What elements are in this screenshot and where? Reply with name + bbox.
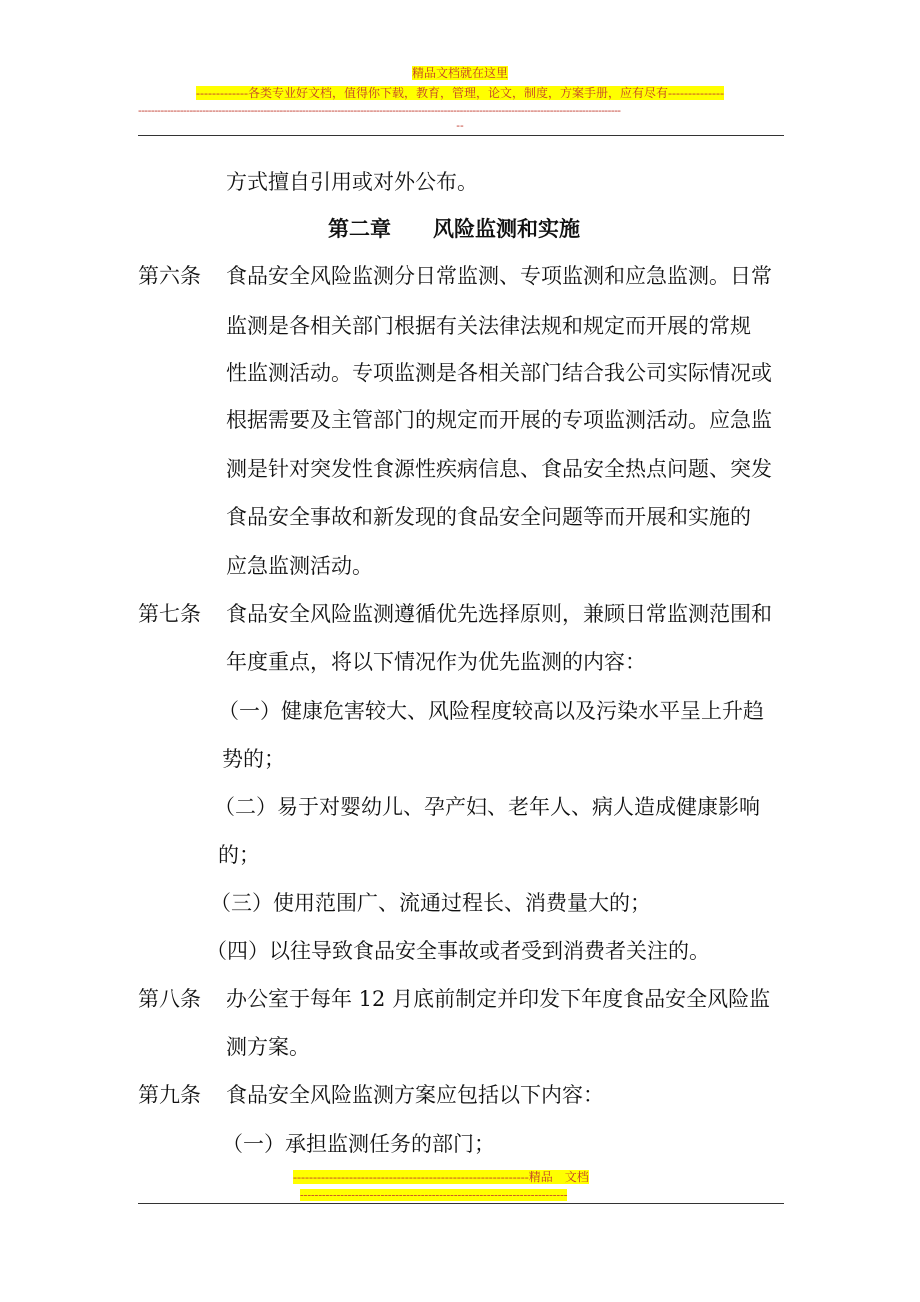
text-line: 食品安全风险监测方案应包括以下内容： — [226, 1083, 604, 1107]
footer-rule — [138, 1203, 784, 1204]
footer-banner: -----------------------------------------------------------精品 文档 — [293, 1170, 589, 1184]
list-item: （一）承担监测任务的部门； — [222, 1132, 495, 1156]
text-line: 测方案。 — [226, 1035, 310, 1059]
text-line: 食品安全事故和新发现的食品安全问题等而开展和实施的 — [226, 505, 751, 529]
text-line: 测是针对突发性食源性疾病信息、食品安全热点问题、突发 — [226, 457, 772, 481]
text-line: 办公室于每年 12 月底前制定并印发下年度食品安全风险监 — [226, 987, 771, 1011]
article-label: 第八条 — [138, 987, 201, 1011]
header-dash-tail: -- — [456, 119, 464, 132]
article-label: 第七条 — [138, 602, 201, 626]
header-title: 精品文档就在这里 — [411, 66, 508, 80]
header-rule — [138, 135, 784, 136]
text-line: 势的； — [222, 747, 285, 771]
article-label: 第九条 — [138, 1083, 201, 1107]
text-line: 根据需要及主管部门的规定而开展的专项监测活动。应急监 — [226, 408, 772, 432]
list-item: （一）健康危害较大、风险程度较高以及污染水平呈上升趋 — [218, 699, 764, 723]
text-line: 食品安全风险监测遵循优先选择原则，兼顾日常监测范围和 — [226, 602, 772, 626]
header-banner: -------------各类专业好文档，值得你下载，教育，管理，论文，制度，方案手册，应有尽有-------------- — [196, 86, 724, 100]
list-item: （二）易于对婴幼儿、孕产妇、老年人、病人造成健康影响 — [214, 795, 760, 819]
list-item: （四）以往导致食品安全事故或者受到消费者关注的。 — [206, 939, 710, 963]
header-dash-line: ------------------------------------------------------------------------------------------------------------------------------------------------------ — [138, 104, 621, 117]
text-line: 性监测活动。专项监测是各相关部门结合我公司实际情况或 — [226, 361, 772, 385]
text-line: 监测是各相关部门根据有关法律法规和规定而开展的常规 — [226, 314, 751, 338]
article-label: 第六条 — [138, 264, 201, 288]
text-line: 食品安全风险监测分日常监测、专项监测和应急监测。日常 — [226, 264, 772, 288]
chapter-title: 第二章 风险监测和实施 — [328, 217, 580, 241]
list-item: （三）使用范围广、流通过程长、消费量大的； — [210, 891, 651, 915]
text-line: 的； — [218, 843, 260, 867]
footer-dash-line: ------------------------------------------------------------------------- — [300, 1189, 568, 1201]
text-line: 年度重点，将以下情况作为优先监测的内容： — [226, 650, 646, 674]
text-line: 应急监测活动。 — [226, 554, 373, 578]
text-line: 方式擅自引用或对外公布。 — [226, 170, 478, 194]
